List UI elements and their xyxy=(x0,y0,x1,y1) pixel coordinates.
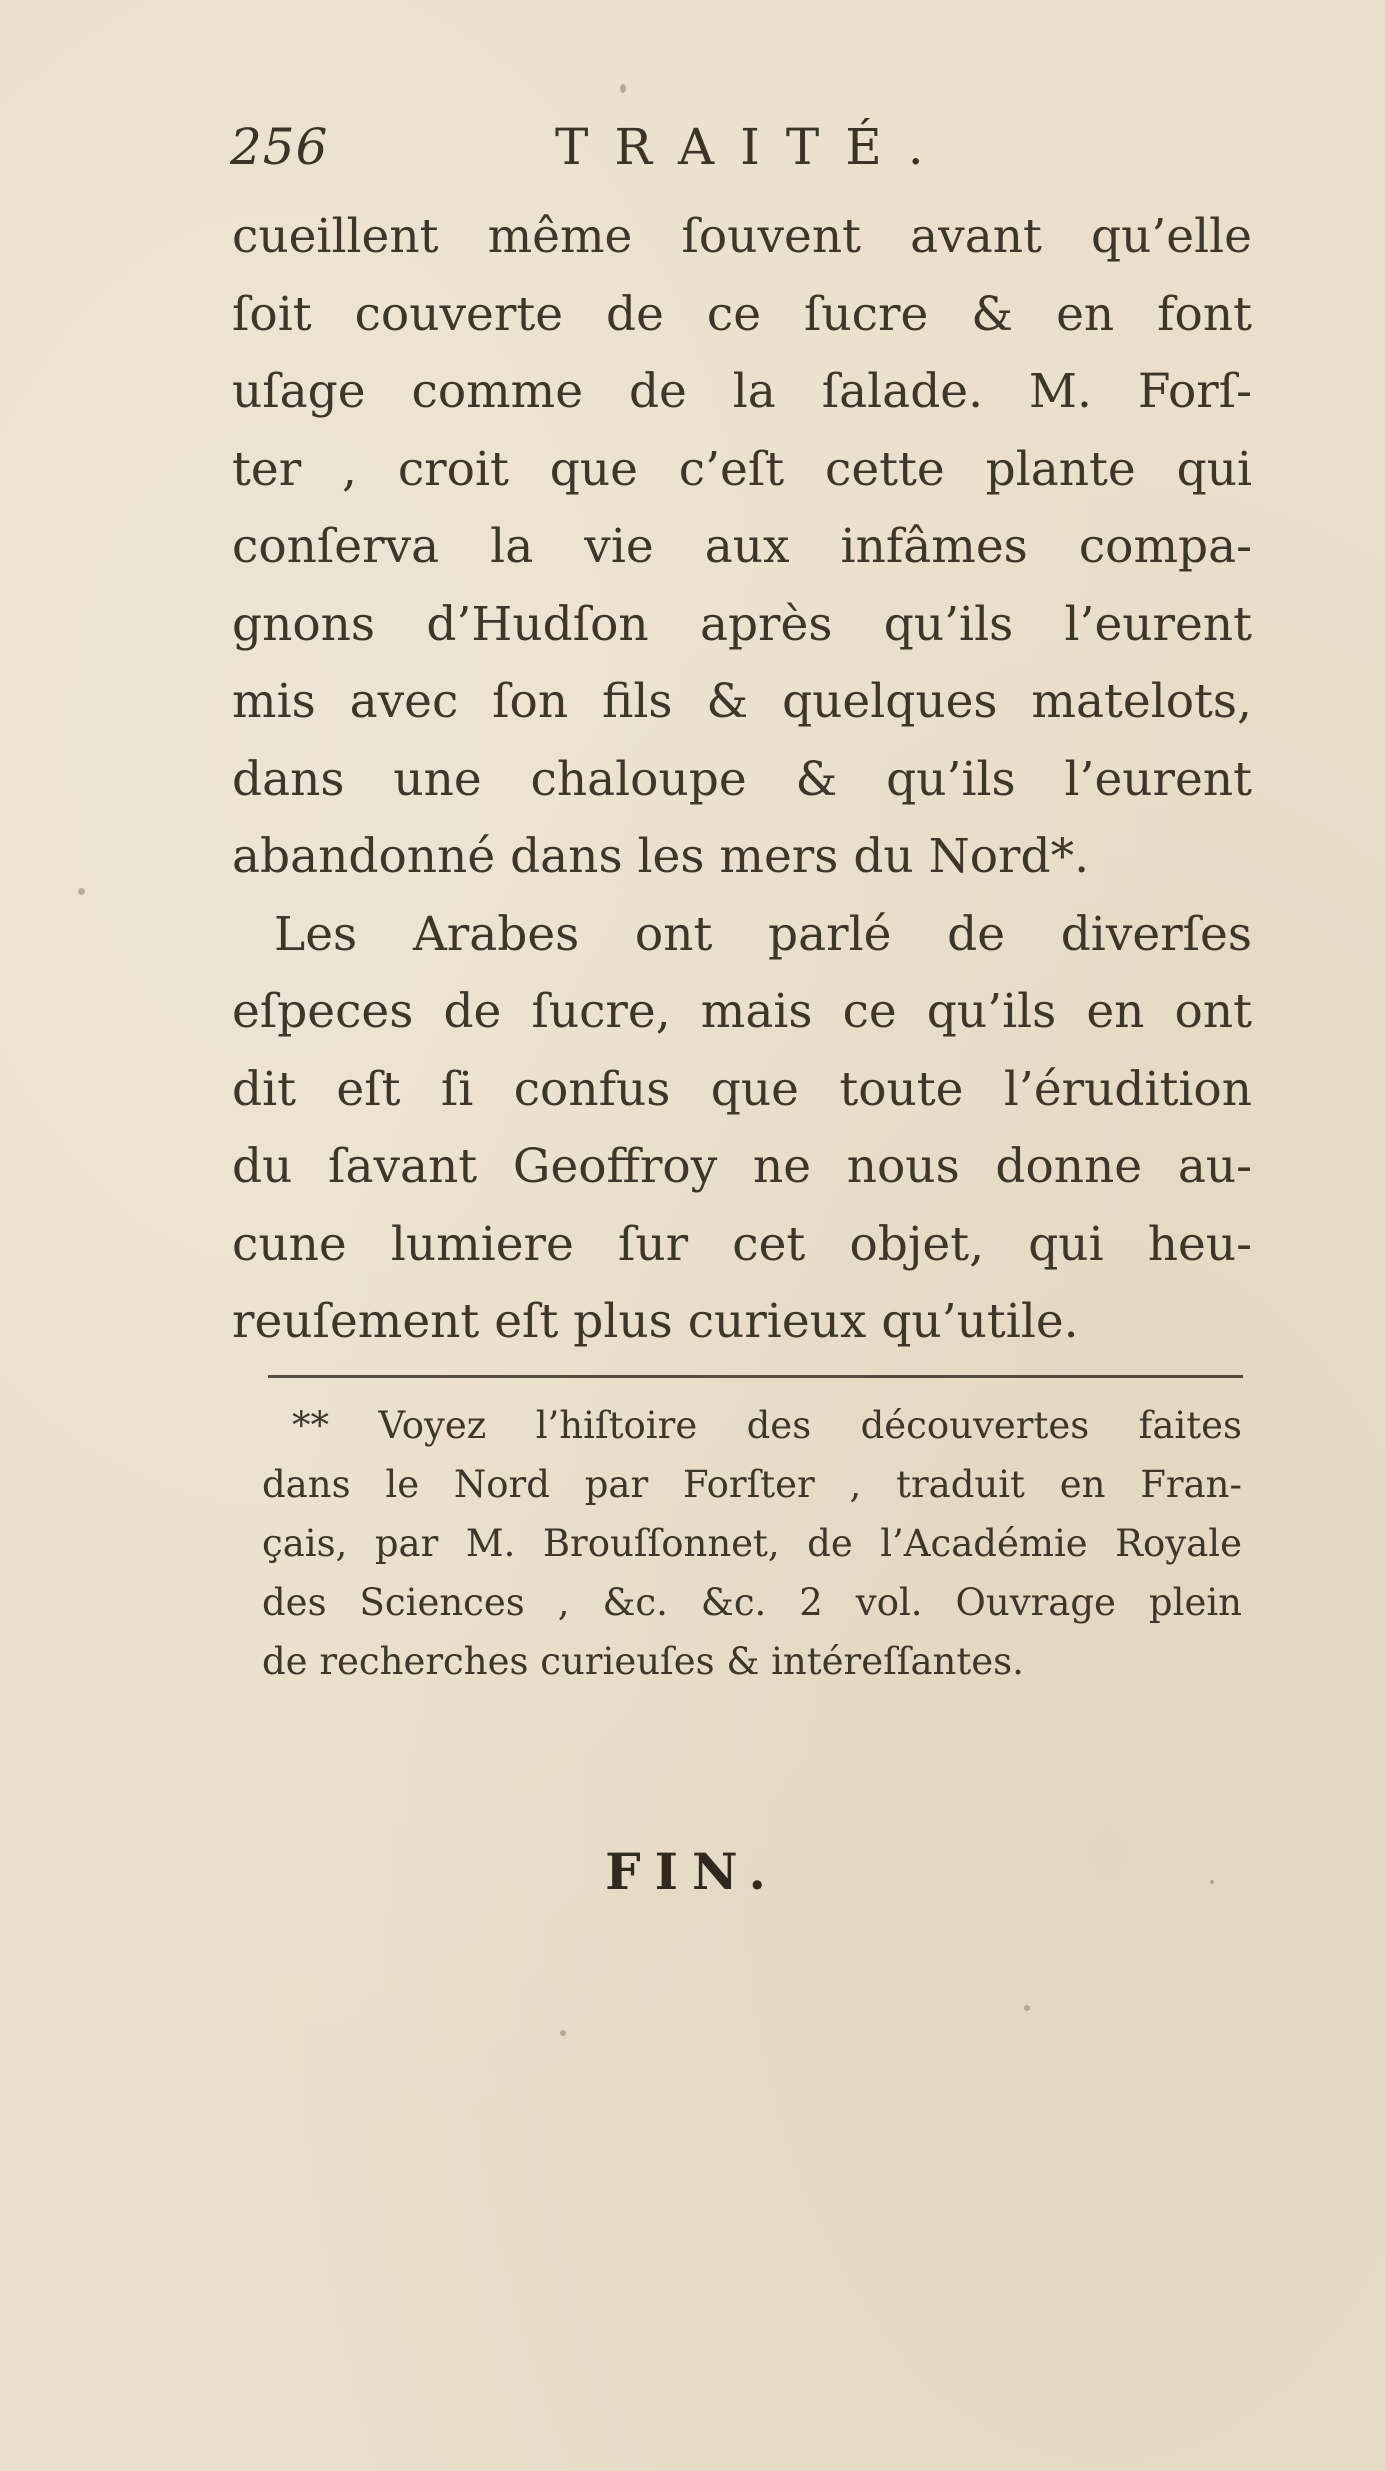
paper-speck xyxy=(1024,2005,1030,2011)
text-line: ſoit couverte de ce ſucre & en font xyxy=(232,286,1252,342)
page-header xyxy=(230,118,1230,188)
footnote-line: des Sciences , &c. &c. 2 vol. Ouvrage plein xyxy=(262,1581,1242,1624)
text-line: reuſement eſt plus curieux qu’utile. xyxy=(232,1294,1079,1349)
text-line: conſerva la vie aux infâmes compa- xyxy=(232,519,1252,574)
text-line: mis avec ſon fils & quelques matelots, xyxy=(232,674,1252,729)
footnote-rule xyxy=(268,1375,1243,1378)
text-line: dit eſt ſi confus que toute l’érudition xyxy=(232,1061,1252,1117)
footnote-line: de recherches curieuſes & intéreſſantes. xyxy=(262,1640,1024,1683)
text-line: abandonné dans les mers du Nord*. xyxy=(232,829,1090,884)
running-title: TRAITÉ. xyxy=(555,118,950,176)
page-number: 256 xyxy=(230,118,329,176)
text-line: uſage comme de la ſalade. M. Forſ- xyxy=(232,364,1252,419)
footnote-line: ** Voyez l’hiſtoire des découvertes faites xyxy=(292,1404,1242,1447)
text-line: ter , croit que c’eſt cette plante qui xyxy=(232,441,1252,497)
footnote xyxy=(262,1396,1242,1691)
text-line: gnons d’Hudſon après qu’ils l’eurent xyxy=(232,596,1252,652)
paper-speck xyxy=(620,84,626,93)
paragraph-start-line: Les Arabes ont parlé de diverſes xyxy=(274,906,1252,962)
paper-speck xyxy=(78,888,85,895)
text-line: cueillent même ſouvent avant qu’elle xyxy=(232,209,1252,264)
text-line: dans une chaloupe & qu’ils l’eurent xyxy=(232,751,1252,807)
paper-speck xyxy=(560,2030,566,2036)
footnote-line: çais, par M. Brouſſonnet, de l’Académie Royale xyxy=(262,1522,1242,1565)
closing-fin: FIN. xyxy=(605,1842,780,1901)
body-text xyxy=(232,198,1252,1361)
text-line: eſpeces de ſucre, mais ce qu’ils en ont xyxy=(232,984,1252,1039)
text-line: du ſavant Geoffroy ne nous donne au- xyxy=(232,1139,1252,1194)
text-line: cune lumiere ſur cet objet, qui heu- xyxy=(232,1216,1252,1272)
footnote-line: dans le Nord par Forſter , traduit en Fran- xyxy=(262,1463,1242,1506)
